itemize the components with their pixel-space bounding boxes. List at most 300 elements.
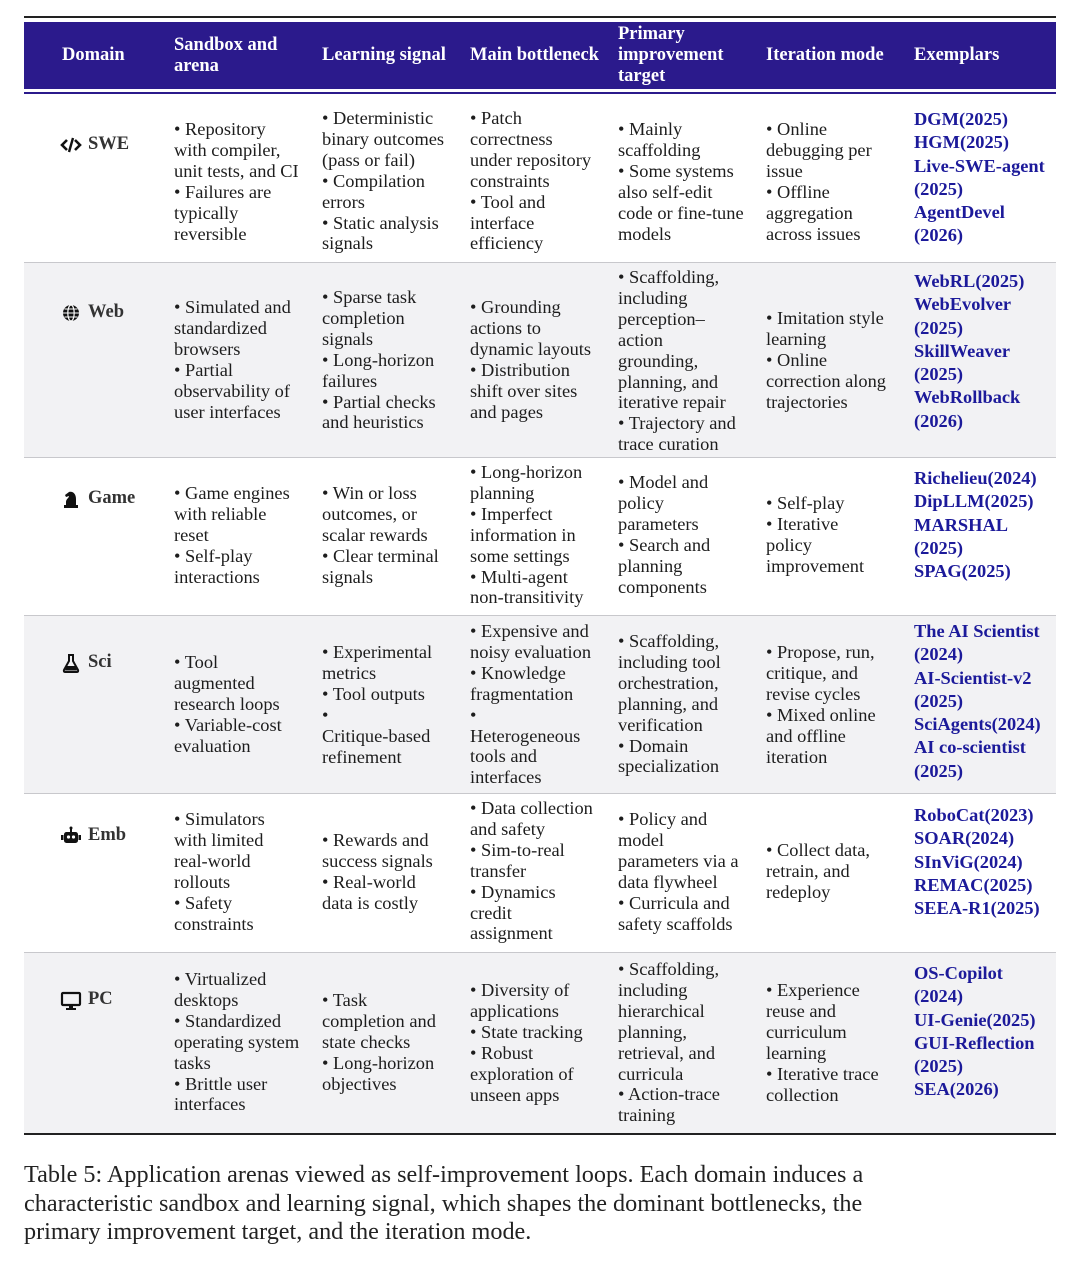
- exemplar-line: WebEvolver: [914, 294, 1012, 315]
- cell-line: signals: [322, 328, 374, 349]
- exemplar-link[interactable]: [914, 851, 1040, 874]
- cell-line: • Diversity of: [470, 980, 570, 1000]
- header-sandbox: Sandbox and arena: [174, 35, 278, 76]
- cell-line: tasks: [174, 1052, 211, 1073]
- exemplar-line: Live-SWE-agent: [914, 155, 1045, 176]
- cell-line: •: [322, 704, 329, 725]
- exemplar-link[interactable]: [914, 131, 1045, 154]
- cell-line: models: [618, 223, 672, 244]
- exemplar-line: AI-Scientist-v2: [914, 667, 1032, 688]
- cell-line: • Tool: [174, 652, 219, 672]
- exemplar-link[interactable]: [914, 340, 1024, 387]
- exemplar-line: AgentDevel: [914, 202, 1005, 223]
- cell-line: • Real-world: [322, 871, 416, 892]
- cell-line: code or fine-tune: [618, 202, 744, 223]
- domain-label: [60, 134, 129, 155]
- cell-line: iteration: [766, 746, 828, 767]
- row-separator: [24, 793, 1056, 794]
- cell-line: research loops: [174, 693, 280, 714]
- exemplar-line: DGM(2025): [914, 109, 1008, 129]
- cell-line: • Model and: [618, 472, 709, 492]
- exemplar-line: HGM(2025): [914, 132, 1009, 153]
- cell-line: (pass or fail): [322, 149, 415, 170]
- cell-line: Critique-based: [322, 725, 431, 746]
- cell-line: tools and: [470, 746, 537, 767]
- cell-line: policy: [618, 492, 664, 513]
- cell-line: model: [618, 829, 664, 850]
- cell-line: including: [618, 979, 688, 1000]
- cell-line: • Simulated and: [174, 297, 291, 317]
- domain-name: Sci: [88, 652, 112, 672]
- header-exemplars: Exemplars: [914, 45, 1000, 65]
- monitor-icon: [60, 990, 82, 1010]
- exemplar-line: (2025): [914, 364, 964, 385]
- table-top-rule: [24, 16, 1056, 18]
- cell-line: scalar rewards: [322, 524, 428, 545]
- exemplar-line: SEA(2026): [914, 1079, 999, 1100]
- cell-line: redeploy: [766, 881, 831, 902]
- cell-line: • Policy and: [618, 809, 708, 829]
- exemplar-line: (2025): [914, 760, 964, 781]
- exemplar-link[interactable]: [914, 736, 1041, 783]
- flask-icon: [60, 653, 82, 673]
- cell-line: • Deterministic: [322, 108, 434, 128]
- header-learning-signal: Learning signal: [322, 45, 446, 65]
- cell-line: policy: [766, 534, 812, 555]
- cell-line: • Iterative trace: [766, 1063, 879, 1084]
- cell-line: • Sparse task: [322, 287, 417, 307]
- learning-signal-cell: [322, 108, 444, 254]
- row-separator: [24, 615, 1056, 616]
- exemplar-line: The AI Scientist: [914, 621, 1040, 641]
- cell-line: constraints: [470, 170, 550, 191]
- cell-line: • Data collection: [470, 798, 593, 818]
- header-iteration-mode: Iteration mode: [766, 45, 884, 65]
- improvement-target-cell: [618, 267, 736, 455]
- cell-line: planning: [618, 555, 683, 576]
- cell-line: debugging per: [766, 139, 872, 160]
- cell-line: shift over sites: [470, 380, 578, 401]
- exemplars-cell: [914, 962, 1036, 1102]
- exemplar-line: OS-Copilot: [914, 963, 1003, 983]
- cell-line: operating system: [174, 1031, 300, 1052]
- cell-line: grounding,: [618, 350, 699, 371]
- header-main-bottleneck: Main bottleneck: [470, 45, 599, 65]
- cell-line: iterative repair: [618, 392, 726, 413]
- cell-line: augmented: [174, 672, 255, 693]
- robot-icon: [60, 826, 82, 846]
- cell-line: • Self-play: [174, 545, 253, 566]
- header-primary-target: Primary improvement target: [618, 24, 724, 86]
- cell-line: observability of: [174, 380, 290, 401]
- cell-line: planning, and: [618, 371, 719, 392]
- cell-line: • Sim-to-real: [470, 839, 565, 860]
- cell-line: • Tool and: [470, 191, 546, 212]
- sandbox-cell: [174, 969, 299, 1115]
- cell-line: • Online: [766, 349, 828, 370]
- cell-line: planning: [470, 482, 535, 503]
- cell-line: unit tests, and CI: [174, 160, 299, 181]
- cell-line: • Mainly: [618, 119, 683, 139]
- exemplar-line: (2025): [914, 317, 964, 338]
- cell-line: signals: [322, 233, 374, 254]
- cell-line: efficiency: [470, 233, 544, 254]
- learning-signal-cell: [322, 990, 436, 1095]
- improvement-target-cell: [618, 809, 739, 934]
- cell-line: under repository: [470, 149, 592, 170]
- cell-line: • Robust: [470, 1042, 534, 1063]
- cell-line: safety scaffolds: [618, 913, 733, 934]
- cell-line: and pages: [470, 401, 544, 422]
- exemplar-line: RoboCat(2023): [914, 805, 1034, 825]
- cell-line: across issues: [766, 223, 861, 244]
- sandbox-cell: [174, 297, 291, 422]
- exemplar-link[interactable]: [914, 667, 1041, 714]
- header-domain: Domain: [62, 45, 125, 65]
- sandbox-cell: [174, 652, 282, 757]
- code-icon: [60, 135, 82, 155]
- cell-line: correctness: [470, 128, 553, 149]
- cell-line: data is costly: [322, 892, 419, 913]
- caption-line: Table 5: Application arenas viewed as self-improvement loops. Each domain induces a: [24, 1161, 864, 1188]
- cell-line: • Game engines: [174, 483, 290, 503]
- cell-line: parameters: [618, 513, 699, 534]
- cell-line: • Scaffolding,: [618, 959, 720, 979]
- cell-line: with compiler,: [174, 139, 281, 160]
- cell-line: improvement: [766, 555, 865, 576]
- cell-line: actions to: [470, 317, 541, 338]
- cell-line: verification: [618, 714, 703, 735]
- exemplar-line: REMAC(2025): [914, 874, 1033, 895]
- cell-line: • Failures are: [174, 181, 272, 202]
- cell-line: state checks: [322, 1031, 411, 1052]
- cell-line: binary outcomes: [322, 128, 445, 149]
- cell-line: • Brittle user: [174, 1073, 268, 1094]
- cell-line: failures: [322, 370, 378, 391]
- exemplars-cell: [914, 467, 1037, 583]
- exemplar-link[interactable]: [914, 620, 1041, 667]
- cell-line: typically: [174, 202, 239, 223]
- cell-line: • Grounding: [470, 297, 561, 317]
- cell-line: • Search and: [618, 534, 711, 555]
- exemplar-link[interactable]: [914, 1032, 1036, 1079]
- cell-line: • Action-trace: [618, 1084, 720, 1105]
- cell-line: metrics: [322, 662, 377, 683]
- iteration-mode-cell: [766, 980, 879, 1105]
- exemplar-line: SOAR(2024): [914, 828, 1015, 849]
- cell-line: • Long-horizon: [322, 349, 435, 370]
- cell-line: completion and: [322, 1010, 436, 1031]
- globe-icon: [60, 303, 82, 323]
- exemplar-line: (2025): [914, 1056, 964, 1077]
- cell-line: reuse and: [766, 1000, 836, 1021]
- improvement-target-cell: [618, 472, 710, 597]
- iteration-mode-cell: [766, 840, 870, 903]
- cell-line: signals: [322, 566, 374, 587]
- cell-line: fragmentation: [470, 683, 574, 704]
- exemplars-cell: [914, 108, 1045, 248]
- cell-line: • Curricula and: [618, 892, 730, 913]
- cell-line: correction along: [766, 370, 886, 391]
- cell-line: trajectories: [766, 391, 848, 412]
- bottleneck-cell: [470, 798, 593, 944]
- domain-name: SWE: [88, 134, 130, 154]
- chess-knight-icon: [60, 489, 82, 509]
- exemplar-link[interactable]: [914, 201, 1045, 248]
- domain-label: [60, 302, 124, 323]
- cell-line: • Task: [322, 990, 368, 1010]
- cell-line: reset: [174, 524, 209, 545]
- exemplars-cell: [914, 620, 1041, 783]
- cell-line: planning, and: [618, 693, 719, 714]
- iteration-mode-cell: [766, 642, 876, 767]
- cell-line: desktops: [174, 989, 239, 1010]
- cell-line: • Imperfect: [470, 503, 553, 524]
- exemplar-line: SciAgents(2024): [914, 714, 1041, 735]
- cell-line: • Simulators: [174, 809, 265, 829]
- cell-line: and heuristics: [322, 412, 424, 433]
- exemplar-line: (2024): [914, 986, 964, 1007]
- exemplar-line: (2026): [914, 225, 964, 246]
- cell-line: data flywheel: [618, 871, 718, 892]
- bottleneck-cell: [470, 297, 591, 422]
- row-separator: [24, 952, 1056, 953]
- caption-line: primary improvement target, and the iteration mode.: [24, 1218, 532, 1245]
- exemplar-link[interactable]: [914, 514, 1037, 561]
- row-separator: [24, 457, 1056, 458]
- exemplar-link[interactable]: [914, 108, 1045, 131]
- bottleneck-cell: [470, 108, 591, 254]
- exemplar-link[interactable]: [914, 560, 1037, 583]
- improvement-target-cell: [618, 119, 744, 244]
- cell-line: • Variable-cost: [174, 714, 282, 735]
- cell-line: including tool: [618, 651, 721, 672]
- cell-line: • Win or loss: [322, 483, 417, 503]
- cell-line: • Mixed online: [766, 704, 876, 725]
- cell-line: interactions: [174, 566, 260, 587]
- cell-line: non-transitivity: [470, 587, 584, 608]
- cell-line: • Dynamics: [470, 881, 556, 902]
- exemplar-link[interactable]: [914, 155, 1045, 202]
- iteration-mode-cell: [766, 119, 872, 244]
- domain-name: Emb: [88, 825, 127, 845]
- cell-line: action: [618, 329, 663, 350]
- exemplar-line: AI co-scientist: [914, 737, 1026, 758]
- domain-name: PC: [88, 989, 113, 1009]
- exemplar-line: (2025): [914, 178, 964, 199]
- cell-line: critique, and: [766, 662, 858, 683]
- exemplar-link[interactable]: [914, 1009, 1036, 1032]
- cell-line: exploration of: [470, 1063, 574, 1084]
- cell-line: • Partial checks: [322, 391, 436, 412]
- cell-line: with reliable: [174, 503, 267, 524]
- exemplar-link[interactable]: [914, 293, 1024, 340]
- learning-signal-cell: [322, 642, 432, 767]
- cell-line: retrain, and: [766, 860, 850, 881]
- cell-line: Heterogeneous: [470, 725, 581, 746]
- exemplar-line: (2026): [914, 410, 964, 431]
- exemplar-link[interactable]: [914, 897, 1040, 920]
- exemplar-link[interactable]: [914, 467, 1037, 490]
- cell-line: applications: [470, 1000, 559, 1021]
- exemplar-line: GUI-Reflection: [914, 1032, 1035, 1053]
- domain-label: [60, 652, 112, 673]
- cell-line: • Virtualized: [174, 969, 267, 989]
- cell-line: • Standardized: [174, 1010, 282, 1031]
- cell-line: collection: [766, 1084, 839, 1105]
- cell-line: interface: [470, 212, 535, 233]
- exemplar-link[interactable]: [914, 804, 1040, 827]
- exemplar-link[interactable]: [914, 874, 1040, 897]
- cell-line: issue: [766, 160, 803, 181]
- cell-line: • Knowledge: [470, 662, 566, 683]
- cell-line: also self-edit: [618, 181, 713, 202]
- exemplar-line: DipLLM(2025): [914, 491, 1034, 512]
- exemplars-cell: [914, 804, 1040, 920]
- cell-line: rollouts: [174, 871, 231, 892]
- cell-line: scaffolding: [618, 139, 701, 160]
- exemplar-line: SInViG(2024): [914, 851, 1023, 872]
- bottleneck-cell: [470, 462, 583, 608]
- cell-line: • Offline: [766, 181, 830, 202]
- cell-line: user interfaces: [174, 401, 281, 422]
- table-caption: [24, 1161, 1064, 1247]
- cell-line: • Experience: [766, 980, 860, 1000]
- exemplar-link[interactable]: [914, 1078, 1036, 1101]
- cell-line: • Rewards and: [322, 830, 429, 850]
- learning-signal-cell: [322, 287, 436, 433]
- cell-line: planning,: [618, 1021, 687, 1042]
- exemplar-link[interactable]: [914, 386, 1024, 433]
- exemplar-line: UI-Genie(2025): [914, 1009, 1036, 1030]
- cell-line: noisy evaluation: [470, 641, 592, 662]
- header-underline: [24, 92, 1056, 94]
- learning-signal-cell: [322, 830, 433, 914]
- cell-line: • Collect data,: [766, 840, 870, 860]
- cell-line: including: [618, 287, 688, 308]
- cell-line: • Trajectory and: [618, 413, 736, 434]
- cell-line: • Some systems: [618, 160, 734, 181]
- cell-line: outcomes, or: [322, 503, 417, 524]
- cell-line: • Iterative: [766, 513, 839, 534]
- cell-line: some settings: [470, 545, 570, 566]
- sandbox-cell: [174, 809, 265, 934]
- cell-line: components: [618, 576, 707, 597]
- cell-line: • Clear terminal: [322, 545, 439, 566]
- exemplar-line: Richelieu(2024): [914, 468, 1037, 488]
- cell-line: curriculum: [766, 1021, 847, 1042]
- exemplar-link[interactable]: [914, 490, 1037, 513]
- cell-line: hierarchical: [618, 1000, 705, 1021]
- cell-line: • Tool outputs: [322, 683, 425, 704]
- cell-line: revise cycles: [766, 683, 861, 704]
- cell-line: success signals: [322, 850, 433, 871]
- exemplar-line: (2024): [914, 644, 964, 665]
- exemplar-line: MARSHAL: [914, 514, 1009, 535]
- cell-line: • Compilation: [322, 170, 425, 191]
- cell-line: reversible: [174, 223, 247, 244]
- row-separator: [24, 262, 1056, 263]
- domain-name: Game: [88, 488, 136, 508]
- cell-line: • Expensive and: [470, 621, 589, 641]
- cell-line: perception–: [618, 308, 705, 329]
- cell-line: • Scaffolding,: [618, 631, 720, 651]
- cell-line: credit: [470, 902, 512, 923]
- cell-line: • Self-play: [766, 493, 845, 513]
- cell-line: refinement: [322, 746, 402, 767]
- cell-line: learning: [766, 328, 827, 349]
- exemplars-cell: [914, 270, 1024, 433]
- cell-line: unseen apps: [470, 1084, 560, 1105]
- exemplar-link[interactable]: [914, 270, 1024, 293]
- cell-line: errors: [322, 191, 365, 212]
- cell-line: transfer: [470, 860, 527, 881]
- cell-line: • Patch: [470, 108, 522, 128]
- exemplar-link[interactable]: [914, 962, 1036, 1009]
- cell-line: • Propose, run,: [766, 642, 875, 662]
- cell-line: training: [618, 1105, 676, 1126]
- iteration-mode-cell: [766, 493, 864, 577]
- cell-line: • Multi-agent: [470, 566, 568, 587]
- cell-line: assignment: [470, 923, 553, 944]
- cell-line: • Experimental: [322, 642, 433, 662]
- cell-line: • Long-horizon: [470, 462, 583, 482]
- cell-line: learning: [766, 1042, 827, 1063]
- cell-line: • Scaffolding,: [618, 267, 720, 287]
- exemplar-line: (2025): [914, 690, 964, 711]
- exemplar-line: SEEA-R1(2025): [914, 898, 1040, 919]
- domain-label: [60, 989, 113, 1010]
- cell-line: • Static analysis: [322, 212, 439, 233]
- cell-line: information in: [470, 524, 576, 545]
- table-bottom-rule: [24, 1133, 1056, 1135]
- exemplar-link[interactable]: [914, 713, 1041, 736]
- cell-line: • Repository: [174, 119, 266, 139]
- caption-line: characteristic sandbox and learning signal, which shapes the dominant bottlenecks, the: [24, 1189, 863, 1217]
- cell-line: browsers: [174, 338, 241, 359]
- exemplar-line: (2025): [914, 537, 964, 558]
- cell-line: • Domain: [618, 735, 689, 756]
- sandbox-cell: [174, 119, 299, 244]
- cell-line: interfaces: [470, 767, 542, 788]
- cell-line: constraints: [174, 913, 254, 934]
- cell-line: • Safety: [174, 892, 233, 913]
- cell-line: aggregation: [766, 202, 853, 223]
- exemplar-line: WebRL(2025): [914, 271, 1025, 291]
- cell-line: • Imitation style: [766, 308, 884, 328]
- cell-line: completion: [322, 307, 405, 328]
- domain-label: [60, 488, 135, 509]
- cell-line: orchestration,: [618, 672, 719, 693]
- exemplar-link[interactable]: [914, 827, 1040, 850]
- domain-name: Web: [88, 302, 124, 322]
- bottleneck-cell: [470, 980, 583, 1105]
- learning-signal-cell: [322, 483, 439, 588]
- cell-line: • Long-horizon: [322, 1052, 435, 1073]
- cell-line: with limited: [174, 829, 264, 850]
- cell-line: retrieval, and: [618, 1042, 716, 1063]
- cell-line: standardized: [174, 317, 267, 338]
- cell-line: objectives: [322, 1073, 397, 1094]
- cell-line: parameters via a: [618, 850, 739, 871]
- exemplar-line: SPAG(2025): [914, 561, 1011, 582]
- cell-line: trace curation: [618, 434, 719, 455]
- exemplar-line: SkillWeaver: [914, 340, 1011, 361]
- cell-line: dynamic layouts: [470, 338, 592, 359]
- cell-line: and safety: [470, 818, 546, 839]
- exemplar-line: WebRollback: [914, 387, 1021, 408]
- cell-line: interfaces: [174, 1094, 246, 1115]
